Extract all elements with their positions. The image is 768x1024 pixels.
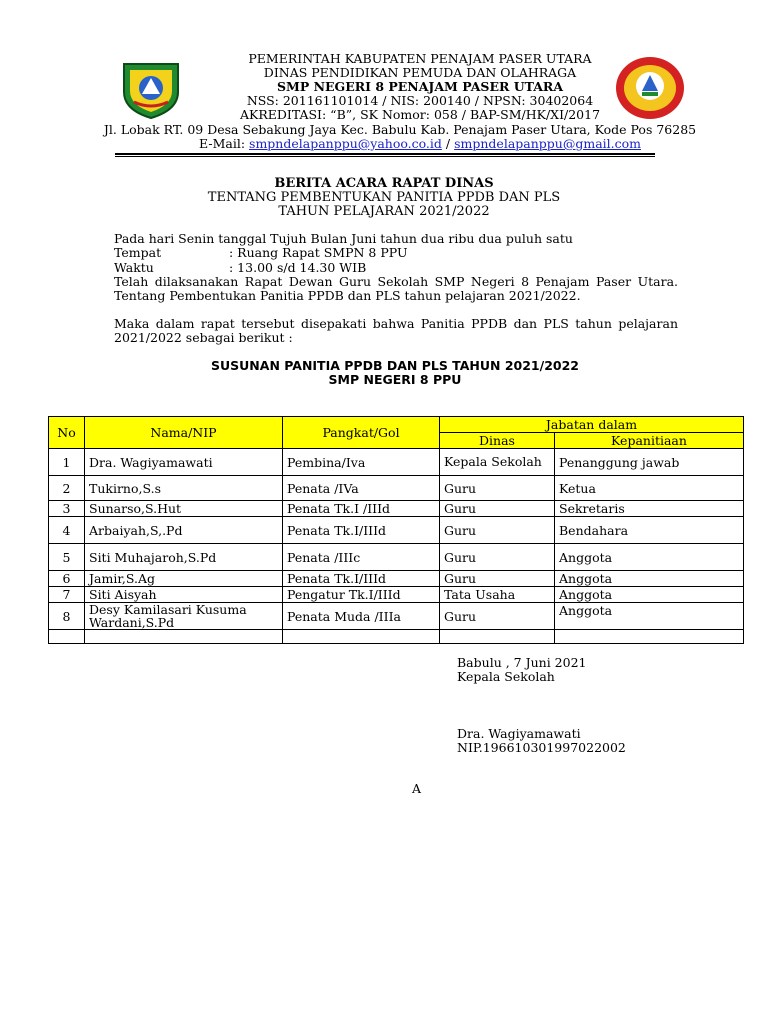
row-dinas: Tata Usaha bbox=[440, 587, 555, 603]
row-dinas: Guru bbox=[440, 476, 555, 501]
empty-cell bbox=[283, 630, 440, 644]
header-pangkat: Pangkat/Gol bbox=[283, 417, 440, 449]
row-nama: Tukirno,S.s bbox=[85, 476, 283, 501]
table-row bbox=[49, 587, 744, 603]
row-kepanitiaan: Bendahara bbox=[555, 517, 744, 544]
row-dinas: Kepala Sekolah bbox=[440, 449, 555, 476]
empty-cell bbox=[49, 630, 85, 644]
row-pangkat: Penata /IVa bbox=[283, 476, 440, 501]
row-no: 5 bbox=[49, 544, 85, 571]
header-dinas: Dinas bbox=[440, 433, 555, 449]
row-kepanitiaan: Anggota bbox=[555, 587, 744, 603]
signature-nip: NIP.196610301997022002 bbox=[457, 740, 626, 755]
row-kepanitiaan: Anggota bbox=[555, 603, 744, 630]
tempat-row bbox=[114, 246, 678, 261]
row-pangkat: Penata Tk.I/IIId bbox=[283, 571, 440, 587]
header-kepanitiaan: Kepanitiaan bbox=[555, 433, 744, 449]
row-pangkat: Penata Tk.I /IIId bbox=[283, 501, 440, 517]
committee-school: SMP NEGERI 8 PPU bbox=[328, 372, 462, 387]
school-address: Jl. Lobak RT. 09 Desa Sebakung Jaya Kec. Babulu Kab. Penajam Paser Utara, Kode Pos 76285 bbox=[103, 122, 697, 137]
header-no: No bbox=[49, 417, 85, 449]
tempat-value: : Ruang Rapat SMPN 8 PPU bbox=[229, 245, 408, 260]
letterhead-rule-thick bbox=[115, 153, 655, 155]
row-no: 6 bbox=[49, 571, 85, 587]
row-dinas: Guru bbox=[440, 517, 555, 544]
row-no: 3 bbox=[49, 501, 85, 517]
row-pangkat: Penata /IIIc bbox=[283, 544, 440, 571]
table-row bbox=[49, 571, 744, 587]
email-link-gmail[interactable]: smpndelapanppu@gmail.com bbox=[454, 136, 641, 151]
signature-place-date: Babulu , 7 Juni 2021 bbox=[457, 655, 587, 670]
row-no: 4 bbox=[49, 517, 85, 544]
row-dinas: Guru bbox=[440, 571, 555, 587]
school-name: SMP NEGERI 8 PENAJAM PASER UTARA bbox=[276, 79, 564, 94]
email-line bbox=[170, 136, 670, 151]
meeting-paragraph-line1: Telah dilaksanakan Rapat Dewan Guru Sekolah SMP Negeri 8 Penajam Paser Utara. bbox=[114, 274, 678, 289]
row-dinas: Guru bbox=[440, 544, 555, 571]
row-kepanitiaan: Penanggung jawab bbox=[555, 449, 744, 476]
tempat-label: Tempat bbox=[114, 245, 162, 260]
table-row bbox=[49, 544, 744, 571]
header-nama: Nama/NIP bbox=[85, 417, 283, 449]
table-row bbox=[49, 501, 744, 517]
opening-paragraph: Pada hari Senin tanggal Tujuh Bulan Juni tahun dua ribu dua puluh satu bbox=[114, 231, 573, 246]
row-nama: Jamir,S.Ag bbox=[85, 571, 283, 587]
committee-table bbox=[48, 416, 744, 644]
row-no: 7 bbox=[49, 587, 85, 603]
table-row bbox=[49, 476, 744, 501]
row-pangkat: Pembina/Iva bbox=[283, 449, 440, 476]
row-kepanitiaan: Anggota bbox=[555, 544, 744, 571]
row-kepanitiaan: Sekretaris bbox=[555, 501, 744, 517]
row-kepanitiaan: Ketua bbox=[555, 476, 744, 501]
email-separator: / bbox=[445, 136, 451, 151]
row-nama: Sunarso,S.Hut bbox=[85, 501, 283, 517]
letterhead-rule-thin bbox=[115, 156, 655, 157]
doc-title: BERITA ACARA RAPAT DINAS bbox=[274, 176, 494, 191]
agreement-paragraph-line2: 2021/2022 sebagai berikut : bbox=[114, 330, 293, 345]
doc-subtitle-year: TAHUN PELAJARAN 2021/2022 bbox=[278, 204, 490, 219]
row-nama: Desy Kamilasari Kusuma Wardani,S.Pd bbox=[85, 603, 283, 630]
row-no: 2 bbox=[49, 476, 85, 501]
meeting-paragraph-line2: Tentang Pembentukan Panitia PPDB dan PLS tahun pelajaran 2021/2022. bbox=[114, 288, 581, 303]
letterhead-line2: DINAS PENDIDIKAN PEMUDA DAN OLAHRAGA bbox=[263, 65, 577, 80]
row-kepanitiaan: Anggota bbox=[555, 571, 744, 587]
empty-cell bbox=[440, 630, 555, 644]
row-dinas: Guru bbox=[440, 501, 555, 517]
waktu-value: : 13.00 s/d 14.30 WIB bbox=[229, 260, 367, 275]
row-no: 1 bbox=[49, 449, 85, 476]
table-row bbox=[49, 517, 744, 544]
signature-name: Dra. Wagiyamawati bbox=[457, 726, 581, 741]
signature-role: Kepala Sekolah bbox=[457, 669, 555, 684]
waktu-label: Waktu bbox=[114, 260, 154, 275]
table-row bbox=[49, 603, 744, 630]
agreement-paragraph-line1: Maka dalam rapat tersebut disepakati bahwa Panitia PPDB dan PLS tahun pelajaran bbox=[114, 316, 678, 331]
row-pangkat: Penata Muda /IIIa bbox=[283, 603, 440, 630]
row-nama: Siti Muhajaroh,S.Pd bbox=[85, 544, 283, 571]
row-nama: Arbaiyah,S,.Pd bbox=[85, 517, 283, 544]
row-no: 8 bbox=[49, 603, 85, 630]
committee-heading: SUSUNAN PANITIA PPDB DAN PLS TAHUN 2021/2022 bbox=[211, 358, 579, 373]
email-link-yahoo[interactable]: smpndelapanppu@yahoo.co.id bbox=[249, 136, 442, 151]
row-pangkat: Penata Tk.I/IIId bbox=[283, 517, 440, 544]
table-row bbox=[49, 449, 744, 476]
row-dinas: Guru bbox=[440, 603, 555, 630]
row-nama: Dra. Wagiyamawati bbox=[85, 449, 283, 476]
empty-cell bbox=[555, 630, 744, 644]
empty-cell bbox=[85, 630, 283, 644]
accreditation: AKREDITASI: “B”, SK Nomor: 058 / BAP-SM/HK/XI/2017 bbox=[239, 107, 601, 122]
letterhead-line1: PEMERINTAH KABUPATEN PENAJAM PASER UTARA bbox=[248, 51, 592, 66]
school-ids: NSS: 201161101014 / NIS: 200140 / NPSN: 30402064 bbox=[246, 93, 594, 108]
footer-mark: A bbox=[412, 781, 422, 796]
email-label: E-Mail: bbox=[199, 136, 246, 151]
doc-subtitle-topic: TENTANG PEMBENTUKAN PANITIA PPDB DAN PLS bbox=[207, 190, 561, 205]
row-nama: Siti Aisyah bbox=[85, 587, 283, 603]
row-pangkat: Pengatur Tk.I/IIId bbox=[283, 587, 440, 603]
header-jabatan: Jabatan dalam bbox=[440, 417, 744, 433]
table-row-empty bbox=[49, 630, 744, 644]
